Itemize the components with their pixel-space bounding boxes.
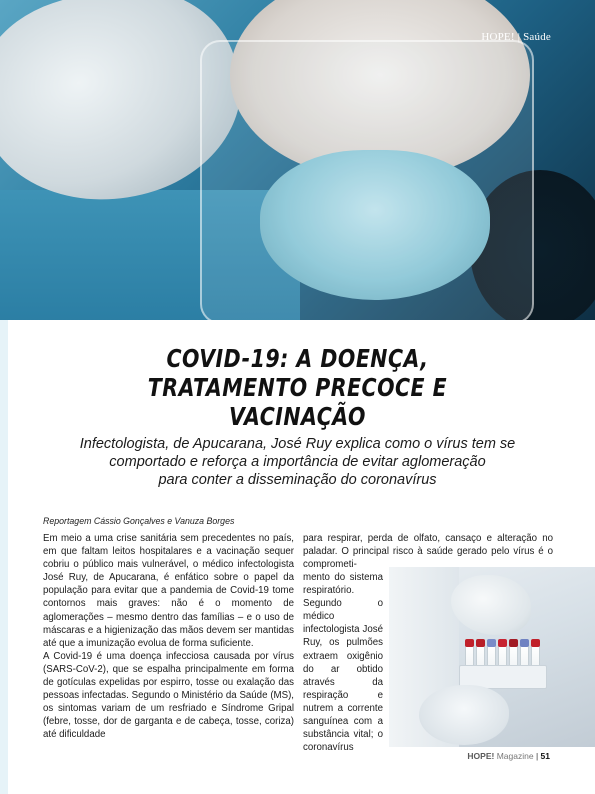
body-column-2-narrow [303,571,383,754]
section-header [481,31,551,43]
gloved-hand [419,685,509,745]
footer-separator: | [535,751,539,761]
article-title [103,344,493,431]
footer-magazine: Magazine [496,751,534,761]
paragraph: A Covid-19 é uma doença infecciosa causada por vírus (SARS-CoV-2), que se espalha principalmente em forma de gotículas expelidas por espirro, tosse ou exalação das pessoas infectadas. Segundo o Ministério da Saúde (MS), os sintomas variam de um resfriado e Síndrome Gripal (febre, tosse, dor de garganta e de cabeça, tosse, coriza) até dificuldade [43,650,294,741]
paragraph: mento do sistema respiratório. Segundo o médico infectologista José Ruy, os pulmões extraem oxigênio do ar obtido através da respiração e nutrem a corrente sanguínea com a substância vital; o coronavírus [303,572,383,754]
title-line-2: TRATAMENTO PRECOCE E VACINAÇÃO [147,373,448,431]
header-brand: HOPE! [481,31,515,43]
byline: Reportagem Cássio Gonçalves e Vanuza Borges [43,516,235,526]
paragraph: para respirar, perda de olfato, cansaço e alteração no paladar. O principal risco à saúde gerado pelo vírus é o comprometi- [303,533,553,571]
header-section: Saúde [523,31,551,43]
subtitle-line-3: para conter a disseminação do coronavírus [158,472,437,488]
lab-photo-test-tubes [389,567,595,747]
face-shield [200,40,534,320]
paragraph: Em meio a uma crise sanitária sem precedentes no país, em que faltam leitos hospitalares e a vacinação sequer cobriu o público mais vulnerável, o médico infectologista José Ruy, de Apucarana, é enfático sobre o papel da população para evitar que a pandemia de Covid-19 tome contornos mais graves: não é o momento de aglomerações – mesmo dentro das famílias – e o uso de máscaras e a higienização das mãos devem ser mantidas até que a imunização evolua de forma suficiente. [43,533,294,649]
subtitle-line-1: Infectologista, de Apucarana, José Ruy explica como o vírus tem se [79,436,516,452]
margin-rule [0,320,8,794]
hero-photo-doctor-face-shield [0,0,595,320]
footer-brand: HOPE! [467,751,495,761]
page-number: 51 [540,751,550,761]
body-column-2-top [303,532,553,571]
article-subtitle [55,435,540,489]
body-column-1 [43,532,294,742]
subtitle-line-2: comportado e reforça a importância de evitar aglomeração [109,454,486,470]
title-line-1: COVID-19: A DOENÇA, [166,344,429,373]
gloved-hand [451,575,531,635]
page-footer [467,751,550,761]
header-separator: | [517,31,521,43]
